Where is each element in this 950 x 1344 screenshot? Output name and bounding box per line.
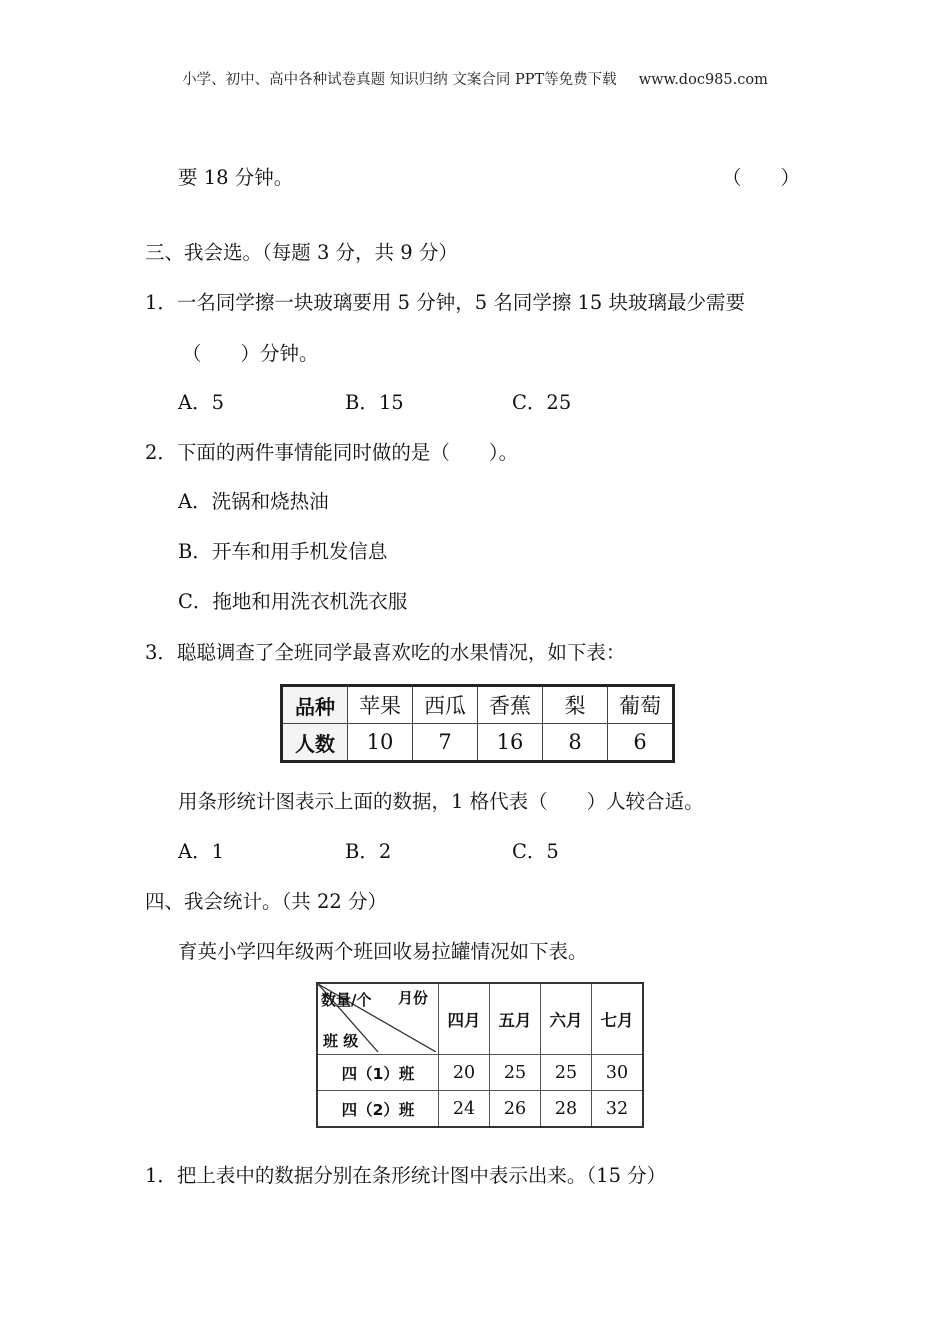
q2-option-c[interactable]: C．拖地和用洗衣机洗衣服 [178,590,408,613]
q1-option-c[interactable]: C．25 [512,391,572,414]
value-cell: 20 [439,1055,490,1091]
fruit-table-row-names [282,686,674,724]
q1-option-a[interactable]: A．5 [178,391,224,414]
fruit-cell: 西瓜 [413,686,478,724]
value-cell: 26 [490,1091,541,1128]
q2-text: 2．下面的两件事情能同时做的是（ ）。 [145,441,519,464]
section4-title: 四、我会统计。（共 22 分） [145,890,387,913]
value-cell: 25 [490,1055,541,1091]
section3-title: 三、我会选。（每题 3 分，共 9 分） [145,241,458,264]
q1-line2: （ ）分钟。 [182,342,319,365]
month-header: 七月 [592,983,644,1055]
q3-option-c[interactable]: C．5 [512,840,559,863]
value-cell: 24 [439,1091,490,1128]
header-site: www.doc985.com [638,72,768,88]
count-cell: 6 [608,724,674,762]
count-cell: 16 [478,724,543,762]
section4-q1: 1．把上表中的数据分别在条形统计图中表示出来。（15 分） [145,1164,667,1187]
value-cell: 32 [592,1091,644,1128]
continued-line: 要 18 分钟。 [178,166,294,189]
diag-quantity-label: 数量/个 [321,991,372,1009]
count-cell: 10 [348,724,413,762]
diag-month-label: 月份 [398,989,429,1007]
fruit-cell: 梨 [543,686,608,724]
month-header: 四月 [439,983,490,1055]
value-cell: 28 [541,1091,592,1128]
month-header: 五月 [490,983,541,1055]
class-label: 四（1）班 [317,1055,439,1091]
table-row [317,1055,643,1091]
class-label: 四（2）班 [317,1091,439,1128]
fruit-table-row-counts [282,724,674,762]
q2-option-b[interactable]: B．开车和用手机发信息 [178,540,388,563]
diag-class-label: 班 级 [323,1032,359,1050]
q3-after: 用条形统计图表示上面的数据，1 格代表（ ）人较合适。 [178,790,704,813]
q3-option-b[interactable]: B．2 [345,840,392,863]
fruit-cell: 葡萄 [608,686,674,724]
table-row [317,1091,643,1128]
fruit-table-head-count: 人数 [282,724,348,762]
fruit-cell: 香蕉 [478,686,543,724]
diagonal-header-cell [317,983,439,1055]
q3-text: 3．聪聪调查了全班同学最喜欢吃的水果情况，如下表： [145,641,626,664]
cans-table [316,982,644,1128]
section4-intro: 育英小学四年级两个班回收易拉罐情况如下表。 [178,940,588,963]
page-header [0,68,950,89]
q2-option-a[interactable]: A．洗锅和烧热油 [178,490,329,513]
value-cell: 25 [541,1055,592,1091]
month-header: 六月 [541,983,592,1055]
q3-option-a[interactable]: A．1 [178,840,224,863]
answer-paren[interactable]: （ ） [722,166,801,189]
value-cell: 30 [592,1055,644,1091]
fruit-cell: 苹果 [348,686,413,724]
fruit-table [280,684,675,763]
cans-table-header [317,983,643,1055]
header-text: 小学、初中、高中各种试卷真题 知识归纳 文案合同 PPT等免费下载 [182,72,617,88]
count-cell: 7 [413,724,478,762]
fruit-table-head-variety: 品种 [282,686,348,724]
q1-line1: 1．一名同学擦一块玻璃要用 5 分钟，5 名同学擦 15 块玻璃最少需要 [145,291,746,314]
count-cell: 8 [543,724,608,762]
q1-option-b[interactable]: B．15 [345,391,404,414]
